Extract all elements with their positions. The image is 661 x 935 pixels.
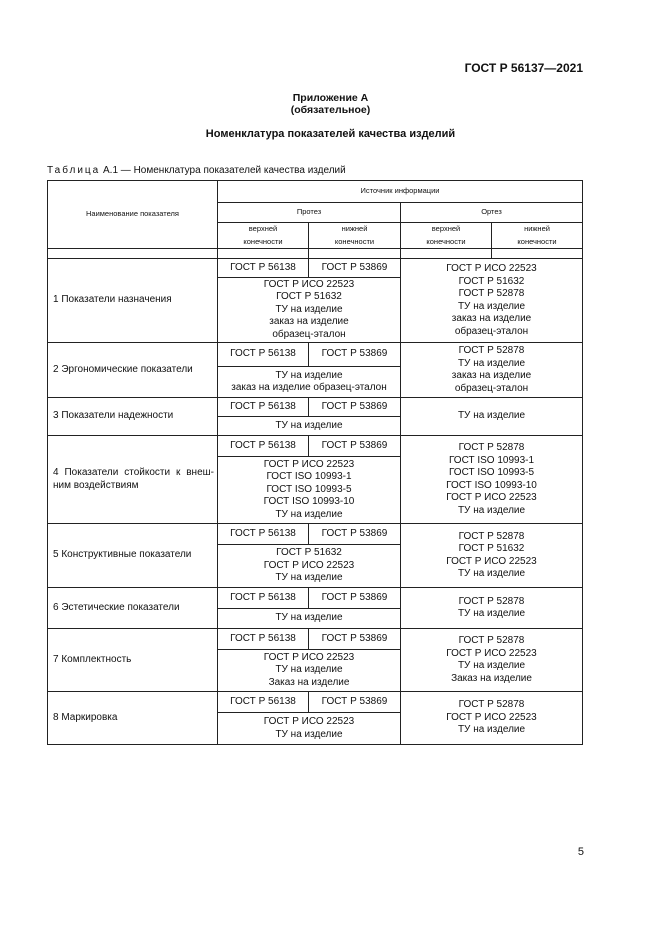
header-prosthesis: Протез (218, 203, 401, 223)
table-row (48, 629, 583, 650)
section-title: Номенклатура показателей качества изделий (205, 128, 456, 140)
indicator-name: 7 Комплектность (48, 629, 218, 692)
prosthesis-common-sources: ГОСТ Р 51632 ГОСТ Р ИСО 22523 ТУ на изделие (218, 545, 401, 588)
header-indicator-name: Наименование показателя (48, 181, 218, 249)
orthosis-sources: ГОСТ Р 52878 ТУ на изделие (401, 588, 583, 629)
table-row (48, 692, 583, 713)
standard-prosthesis-upper: ГОСТ Р 56138 (218, 398, 309, 417)
orthosis-sources: ГОСТ Р 52878 ГОСТ ISO 10993-1 ГОСТ ISO 10993-5 ГОСТ ISO 10993-10 ГОСТ Р ИСО 22523 ТУ на изделие (401, 436, 583, 524)
table-caption-number: А.1 (103, 165, 119, 176)
standard-prosthesis-upper: ГОСТ Р 56138 (218, 588, 309, 609)
prosthesis-common-sources: ТУ на изделие (218, 609, 401, 629)
table-caption-prefix: Таблица (47, 165, 101, 176)
quality-indicators-table (47, 180, 583, 745)
standard-prosthesis-upper: ГОСТ Р 56138 (218, 524, 309, 545)
standard-prosthesis-lower: ГОСТ Р 53869 (309, 692, 401, 713)
prosthesis-common-sources: ГОСТ Р ИСО 22523 ТУ на изделие (218, 713, 401, 745)
indicator-name: 8 Маркировка (48, 692, 218, 745)
annex-title: Приложение А (292, 92, 369, 104)
indicator-name: 5 Конструктивные показатели (48, 524, 218, 588)
table-caption-text: — Номенклатура показателей качества изделий (120, 165, 346, 176)
prosthesis-common-sources: ТУ на изделие (218, 417, 401, 436)
orthosis-sources: ГОСТ Р 52878 ТУ на изделие заказ на изделие образец-эталон (401, 343, 583, 398)
prosthesis-common-sources: ГОСТ Р ИСО 22523 ГОСТ Р 51632 ТУ на изделие заказ на изделие образец-эталон (218, 278, 401, 343)
table-row (48, 343, 583, 367)
orthosis-sources: ГОСТ Р 52878 ГОСТ Р ИСО 22523 ТУ на изделие (401, 692, 583, 745)
standard-prosthesis-upper: ГОСТ Р 56138 (218, 436, 309, 457)
standard-prosthesis-upper: ГОСТ Р 56138 (218, 259, 309, 278)
table-row (48, 524, 583, 545)
standard-prosthesis-upper: ГОСТ Р 56138 (218, 343, 309, 367)
document-code: ГОСТ Р 56137—2021 (464, 61, 583, 75)
table-row (48, 259, 583, 278)
orthosis-sources: ГОСТ Р ИСО 22523 ГОСТ Р 51632 ГОСТ Р 52878 ТУ на изделие заказ на изделие образец-эталон (401, 259, 583, 343)
standard-prosthesis-upper: ГОСТ Р 56138 (218, 692, 309, 713)
header-info-source: Источник информации (218, 181, 583, 203)
standard-prosthesis-lower: ГОСТ Р 53869 (309, 629, 401, 650)
orthosis-sources: ГОСТ Р 52878 ГОСТ Р 51632 ГОСТ Р ИСО 22523 ТУ на изделие (401, 524, 583, 588)
header-orthosis: Ортез (401, 203, 583, 223)
table-caption (47, 165, 346, 176)
standard-prosthesis-lower: ГОСТ Р 53869 (309, 259, 401, 278)
annex-heading (0, 92, 661, 116)
table-row (48, 398, 583, 417)
indicator-name: 2 Эргономические показатели (48, 343, 218, 398)
annex-status: (обязательное) (290, 104, 371, 116)
standard-prosthesis-upper: ГОСТ Р 56138 (218, 629, 309, 650)
header-orthosis-lower-limb: нижней конечности (492, 223, 583, 249)
standard-prosthesis-lower: ГОСТ Р 53869 (309, 398, 401, 417)
standard-prosthesis-lower: ГОСТ Р 53869 (309, 343, 401, 367)
prosthesis-common-sources: ГОСТ Р ИСО 22523 ГОСТ ISO 10993-1 ГОСТ ISO 10993-5 ГОСТ ISO 10993-10 ТУ на изделие (218, 457, 401, 524)
standard-prosthesis-lower: ГОСТ Р 53869 (309, 588, 401, 609)
header-orthosis-upper-limb: верхней конечности (401, 223, 492, 249)
header-spacer-row (48, 249, 583, 259)
indicator-name: 3 Показатели надежности (48, 398, 218, 436)
indicator-name: 6 Эстетические показатели (48, 588, 218, 629)
prosthesis-common-sources: ГОСТ Р ИСО 22523 ТУ на изделие Заказ на изделие (218, 650, 401, 692)
orthosis-sources: ГОСТ Р 52878 ГОСТ Р ИСО 22523 ТУ на изделие Заказ на изделие (401, 629, 583, 692)
header-prosthesis-upper-limb: верхней конечности (218, 223, 309, 249)
page-number: 5 (577, 846, 584, 858)
standard-prosthesis-lower: ГОСТ Р 53869 (309, 524, 401, 545)
indicator-name: 4 Показатели стойкости к внеш- ним воздействиям (48, 436, 218, 524)
orthosis-sources: ТУ на изделие (401, 398, 583, 436)
standard-prosthesis-lower: ГОСТ Р 53869 (309, 436, 401, 457)
indicator-name: 1 Показатели назначения (48, 259, 218, 343)
prosthesis-common-sources: ТУ на изделие заказ на изделие образец-эталон (218, 367, 401, 398)
table-row (48, 588, 583, 609)
header-prosthesis-lower-limb: нижней конечности (309, 223, 401, 249)
table-row (48, 436, 583, 457)
